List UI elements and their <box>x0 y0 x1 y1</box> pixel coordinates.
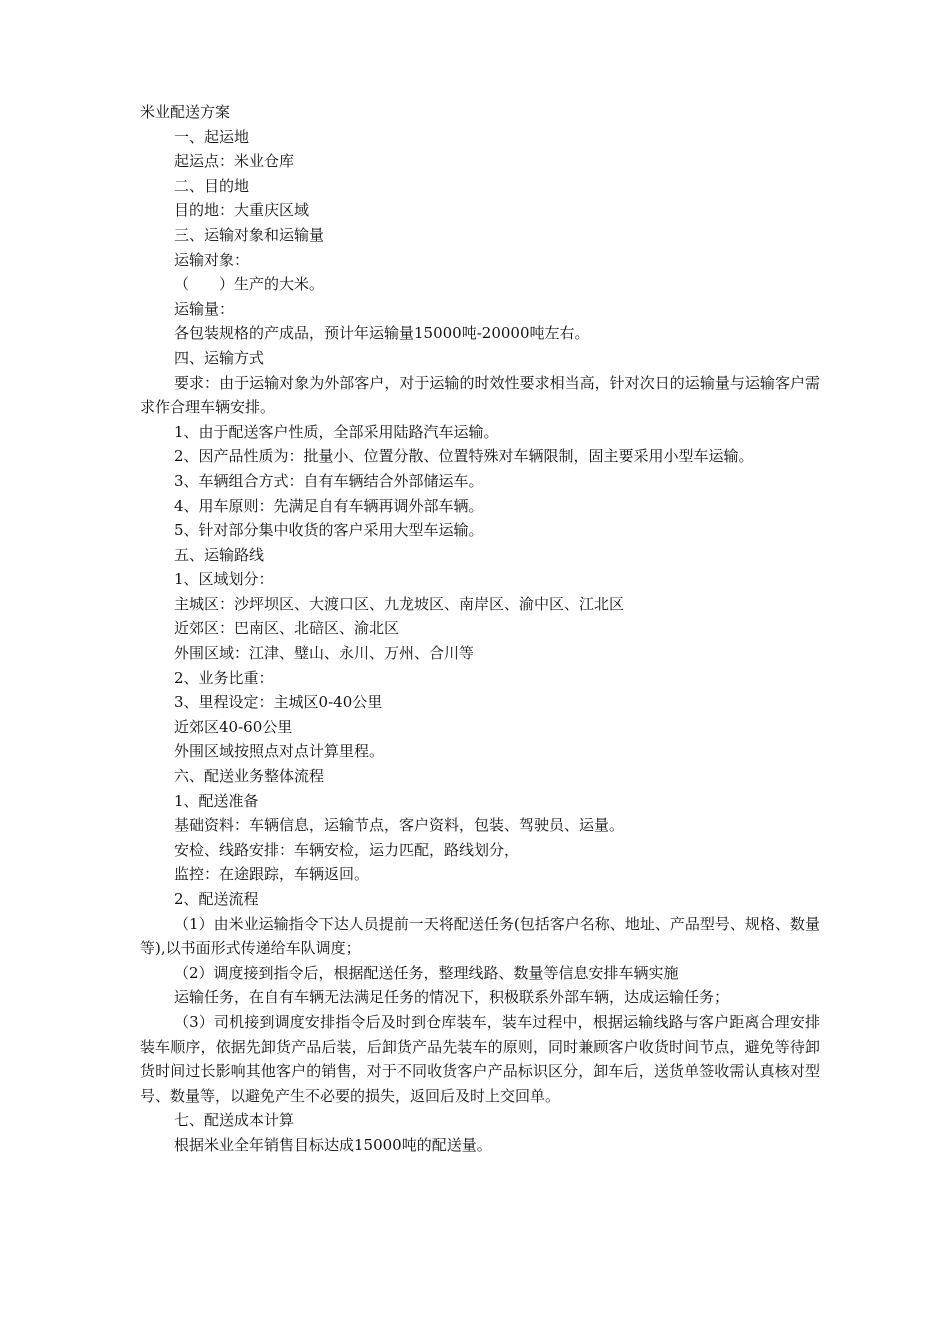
text-line: 监控：在途跟踪，车辆返回。 <box>174 865 370 884</box>
text-line: 近郊区40-60公里 <box>174 717 293 736</box>
text-line: 2、配送流程 <box>174 890 259 908</box>
document-page <box>140 100 820 1158</box>
text-line: 目的地：大重庆区域 <box>174 201 310 220</box>
list-item: 1、由于配送客户性质，全部采用陆路汽车运输。 <box>174 422 499 441</box>
text-line: 3、里程设定：主城区0-40公里 <box>174 693 383 712</box>
section-heading: 四、运输方式 <box>174 348 265 367</box>
section-heading: 七、配送成本计算 <box>174 1111 295 1130</box>
text-line: 外围区域按照点对点计算里程。 <box>174 742 385 761</box>
section-heading: 三、运输对象和运输量 <box>174 225 325 244</box>
text-line: 起运点：米业仓库 <box>174 152 295 171</box>
section-heading: 五、运输路线 <box>174 545 265 564</box>
text-line: （ ）生产的大米。 <box>174 275 325 294</box>
paragraph: （3）司机接到调度安排指令后及时到仓库装车，装车过程中，根据运输线路与客户距离合理安排装车顺序，依据先卸货产品后装，后卸货产品先装车的原则，同时兼顾客户收货时间节点，避免等待卸货时间过长影响其他客户的销售，对于不同收货客户产品标识区分，卸车后，送货单签收需认真核对型号、数量等，以避免产生不必要的损失，返回后及时上交回单。 <box>140 1012 820 1105</box>
text-line: 安检、线路安排：车辆安检，运力匹配，路线划分， <box>174 840 520 859</box>
list-item: 4、用车原则：先满足自有车辆再调外部车辆。 <box>174 496 484 515</box>
text-line: 1、区域划分： <box>174 570 274 589</box>
text-line: 运输量： <box>174 299 235 318</box>
text-line: 近郊区：巴南区、北碚区、渝北区 <box>174 619 400 638</box>
text-line: 运输任务，在自有车辆无法满足任务的情况下，积极联系外部车辆，达成运输任务； <box>174 988 730 1007</box>
text-line: 主城区：沙坪坝区、大渡口区、九龙坡区、南岸区、渝中区、江北区 <box>174 594 625 613</box>
text-line: （2）调度接到指令后，根据配送任务，整理线路、数量等信息安排车辆实施 <box>174 963 679 982</box>
section-heading: 六、配送业务整体流程 <box>174 767 325 786</box>
text-line: 2、业务比重： <box>174 668 274 687</box>
paragraph: （1）由米业运输指令下达人员提前一天将配送任务(包括客户名称、地址、产品型号、规格、数量等),以书面形式传递给车队调度； <box>140 914 820 958</box>
text-line: 各包装规格的产成品，预计年运输量15000吨-20000吨左右。 <box>174 324 590 343</box>
list-item: 2、因产品性质为：批量小、位置分散、位置特殊对车辆限制，固主要采用小型车运输。 <box>174 447 754 466</box>
document-title: 米业配送方案 <box>140 103 231 121</box>
text-line: 外围区域：江津、璧山、永川、万州、合川等 <box>174 644 475 663</box>
section-heading: 一、起运地 <box>174 127 250 146</box>
text-line: 运输对象： <box>174 250 250 269</box>
text-line: 基础资料：车辆信息，运输节点，客户资料，包装、驾驶员、运量。 <box>174 816 625 835</box>
list-item: 5、针对部分集中收货的客户采用大型车运输。 <box>174 521 484 540</box>
section-heading: 二、目的地 <box>174 176 250 195</box>
text-line: 1、配送准备 <box>174 791 259 810</box>
list-item: 3、车辆组合方式：自有车辆结合外部储运车。 <box>174 471 484 490</box>
paragraph: 要求：由于运输对象为外部客户，对于运输的时效性要求相当高，针对次日的运输量与运输客户需求作合理车辆安排。 <box>140 373 820 417</box>
text-line: 根据米业全年销售目标达成15000吨的配送量。 <box>174 1135 492 1154</box>
